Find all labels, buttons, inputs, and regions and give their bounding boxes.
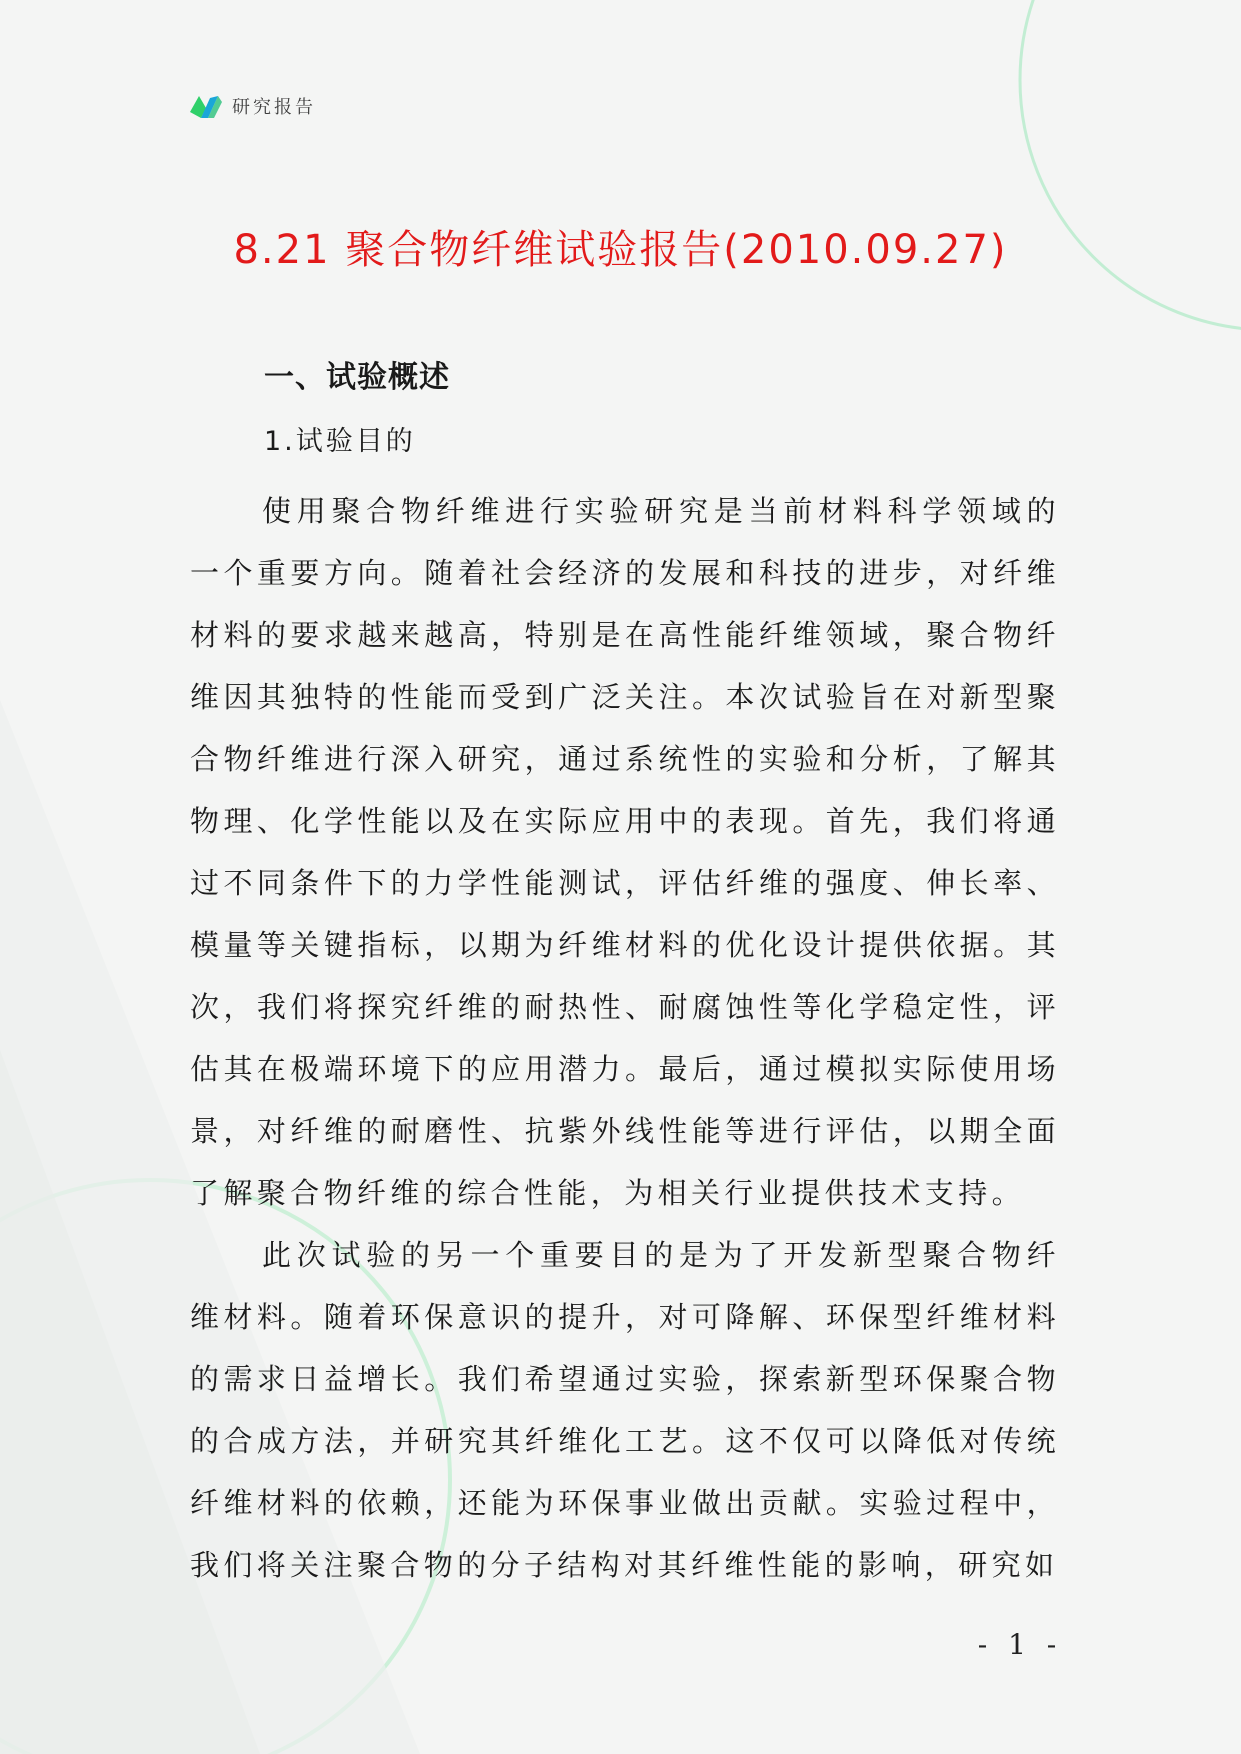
document-title: 8.21 聚合物纤维试验报告(2010.09.27) [233, 227, 1008, 273]
document-header [188, 88, 316, 124]
document-body [190, 480, 1060, 1596]
subsection-heading: 1.试验目的 [264, 426, 416, 457]
page-number: - 1 - [977, 1628, 1063, 1661]
body-paragraph: 使用聚合物纤维进行实验研究是当前材料科学领域的一个重要方向。随着社会经济的发展和科技的进步，对纤维材料的要求越来越高，特别是在高性能纤维领域，聚合物纤维因其独特的性能而受到广泛关注。本次试验旨在对新型聚合物纤维进行深入研究，通过系统性的实验和分析，了解其物理、化学性能以及在实际应用中的表现。首先，我们将通过不同条件下的力学性能测试，评估纤维的强度、伸长率、模量等关键指标，以期为纤维材料的优化设计提供依据。其次，我们将探究纤维的耐热性、耐腐蚀性等化学稳定性，评估其在极端环境下的应用潜力。最后，通过模拟实际使用场景，对纤维的耐磨性、抗紫外线性能等进行评估，以期全面了解聚合物纤维的综合性能，为相关行业提供技术支持。 [190, 494, 1060, 1210]
header-label: 研究报告 [232, 97, 316, 118]
brand-logo-icon [188, 88, 224, 124]
section-heading: 一、试验概述 [264, 360, 450, 395]
body-paragraph: 此次试验的另一个重要目的是为了开发新型聚合物纤维材料。随着环保意识的提升，对可降解、环保型纤维材料的需求日益增长。我们希望通过实验，探索新型环保聚合物的合成方法，并研究其纤维化工艺。这不仅可以降低对传统纤维材料的依赖，还能为环保事业做出贡献。实验过程中，我们将关注聚合物的分子结构对其纤维性能的影响，研究如 [190, 1238, 1060, 1582]
